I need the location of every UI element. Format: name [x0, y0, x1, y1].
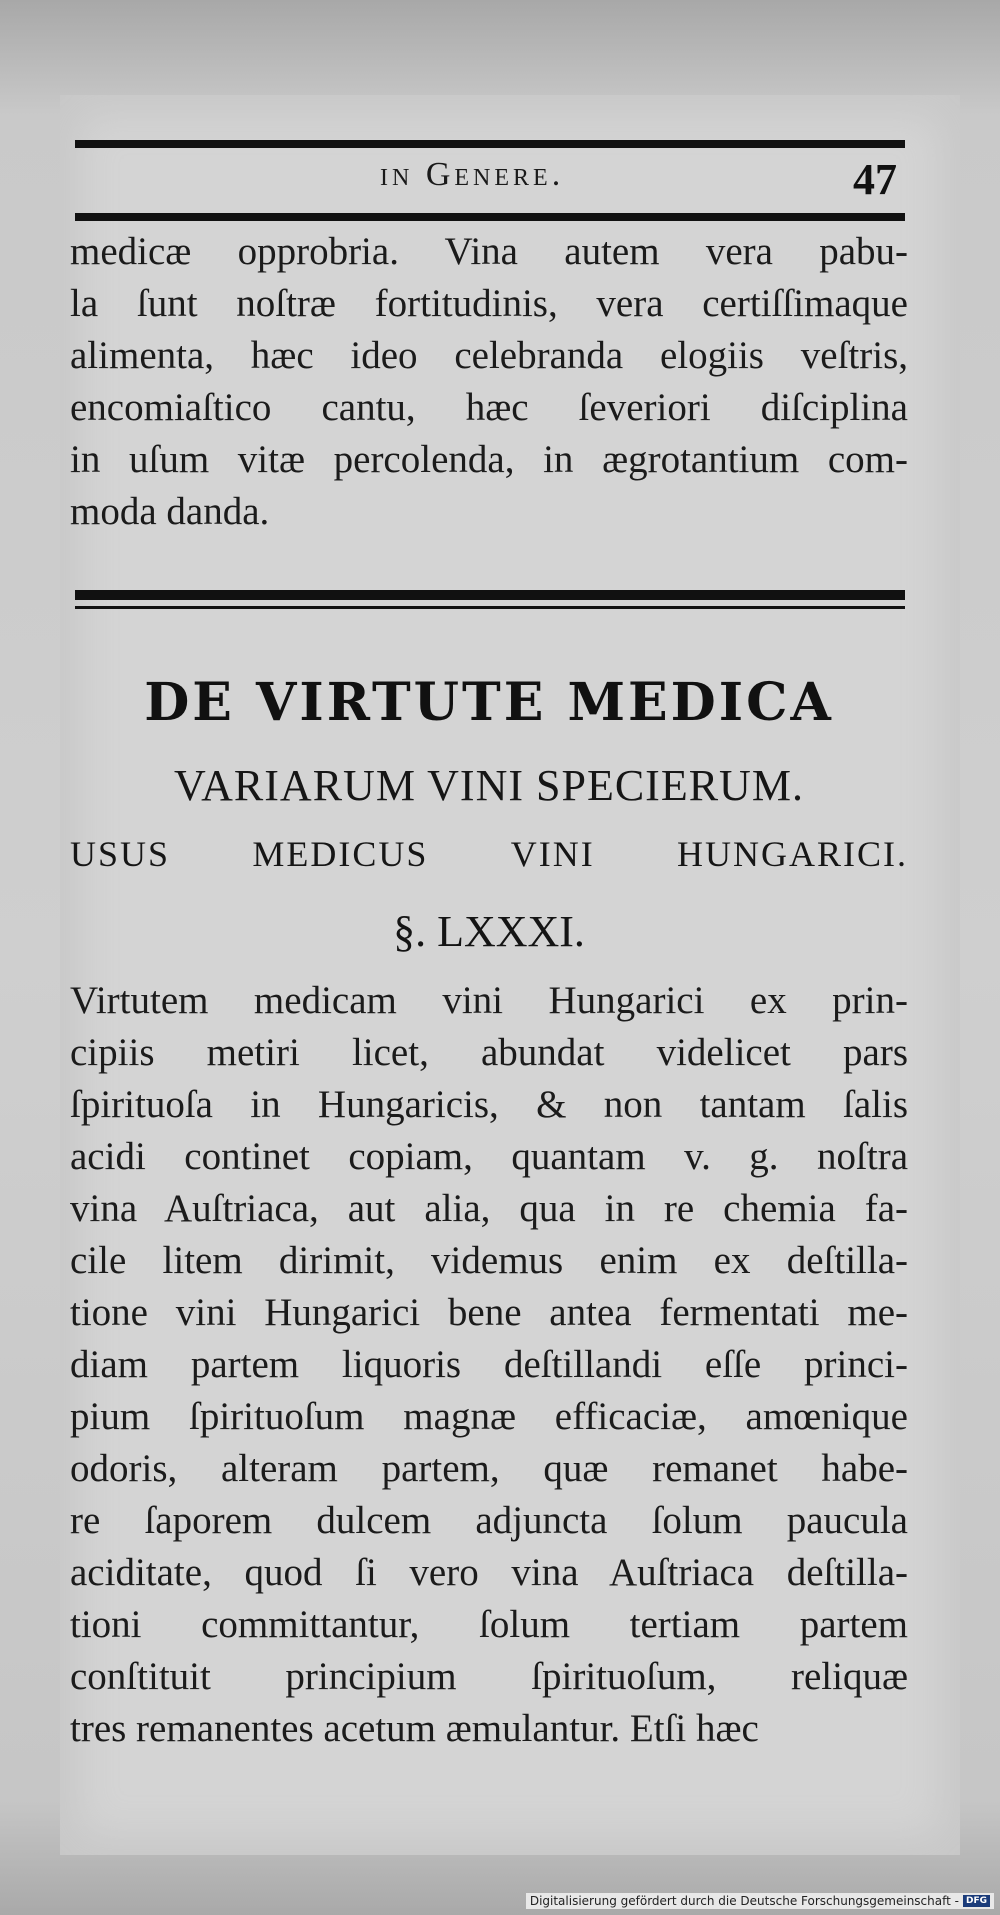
text-line: encomiaſtico cantu, hæc ſeveriori diſciplina	[70, 386, 908, 429]
text-line: odoris, alteram partem, quæ remanet habe-	[70, 1447, 908, 1490]
footer-credit: Digitalisierung gefördert durch die Deutsche Forschungsgemeinschaft -	[529, 1894, 959, 1908]
digitization-footer	[526, 1893, 994, 1909]
text-line: tres remanentes acetum æmulantur. Etſi hæc	[70, 1707, 759, 1750]
text-line: la ſunt noſtræ fortitudinis, vera certiſſimaque	[70, 282, 908, 325]
text-line: cile litem dirimit, videmus enim ex deſtilla-	[70, 1239, 908, 1282]
text-line: diam partem liquoris deſtillandi eſſe princi-	[70, 1343, 908, 1386]
text-line: in uſum vitæ percolenda, in ægrotantium com-	[70, 438, 908, 481]
text-line: Virtutem medicam vini Hungarici ex prin-	[70, 979, 908, 1022]
section-rule-thick	[75, 590, 905, 600]
subheading-word: VINI	[510, 834, 595, 874]
text-line: ſpirituoſa in Hungaricis, & non tantam ſalis	[70, 1083, 908, 1126]
subheading-word: MEDICUS	[252, 834, 429, 874]
text-line: alimenta, hæc ideo celebranda elogiis veſtris,	[70, 334, 908, 377]
text-line: moda danda.	[70, 490, 270, 533]
text-line: cipiis metiri licet, abundat videlicet pars	[70, 1031, 908, 1074]
section-rule-thin	[75, 606, 905, 609]
header-rule-top	[75, 140, 905, 148]
text-line: acidi continet copiam, quantam v. g. noſtra	[70, 1135, 908, 1178]
top-paragraph	[70, 226, 908, 538]
text-line: tioni committantur, ſolum tertiam partem	[70, 1603, 908, 1646]
section-subtitle: VARIARUM VINI SPECIERUM.	[174, 761, 804, 810]
dfg-logo-icon: DFG	[963, 1895, 990, 1907]
text-line: aciditate, quod ſi vero vina Auſtriaca deſtilla-	[70, 1551, 908, 1594]
text-line: medicæ opprobria. Vina autem vera pabu-	[70, 230, 908, 273]
section-subheading	[70, 833, 908, 875]
text-line: re ſaporem dulcem adjuncta ſolum paucula	[70, 1499, 908, 1542]
body-paragraph	[70, 975, 908, 1755]
header-rule-bottom	[75, 213, 905, 221]
running-header	[75, 150, 905, 208]
running-head: in Genere.	[380, 156, 565, 193]
text-line: pium ſpirituoſum magnæ efficaciæ, amœnique	[70, 1395, 908, 1438]
text-line: vina Auſtriaca, aut alia, qua in re chemia fa-	[70, 1187, 908, 1230]
subheading-word: HUNGARICI.	[677, 834, 908, 874]
text-line: tione vini Hungarici bene antea fermentati me-	[70, 1291, 908, 1334]
paragraph-number: §. LXXXI.	[393, 907, 585, 956]
text-line: conſtituit principium ſpirituoſum, reliquæ	[70, 1655, 908, 1698]
subheading-word: USUS	[70, 834, 171, 874]
page-number: 47	[853, 155, 897, 204]
section-title: DE VIRTUTE MEDICA	[144, 672, 834, 733]
